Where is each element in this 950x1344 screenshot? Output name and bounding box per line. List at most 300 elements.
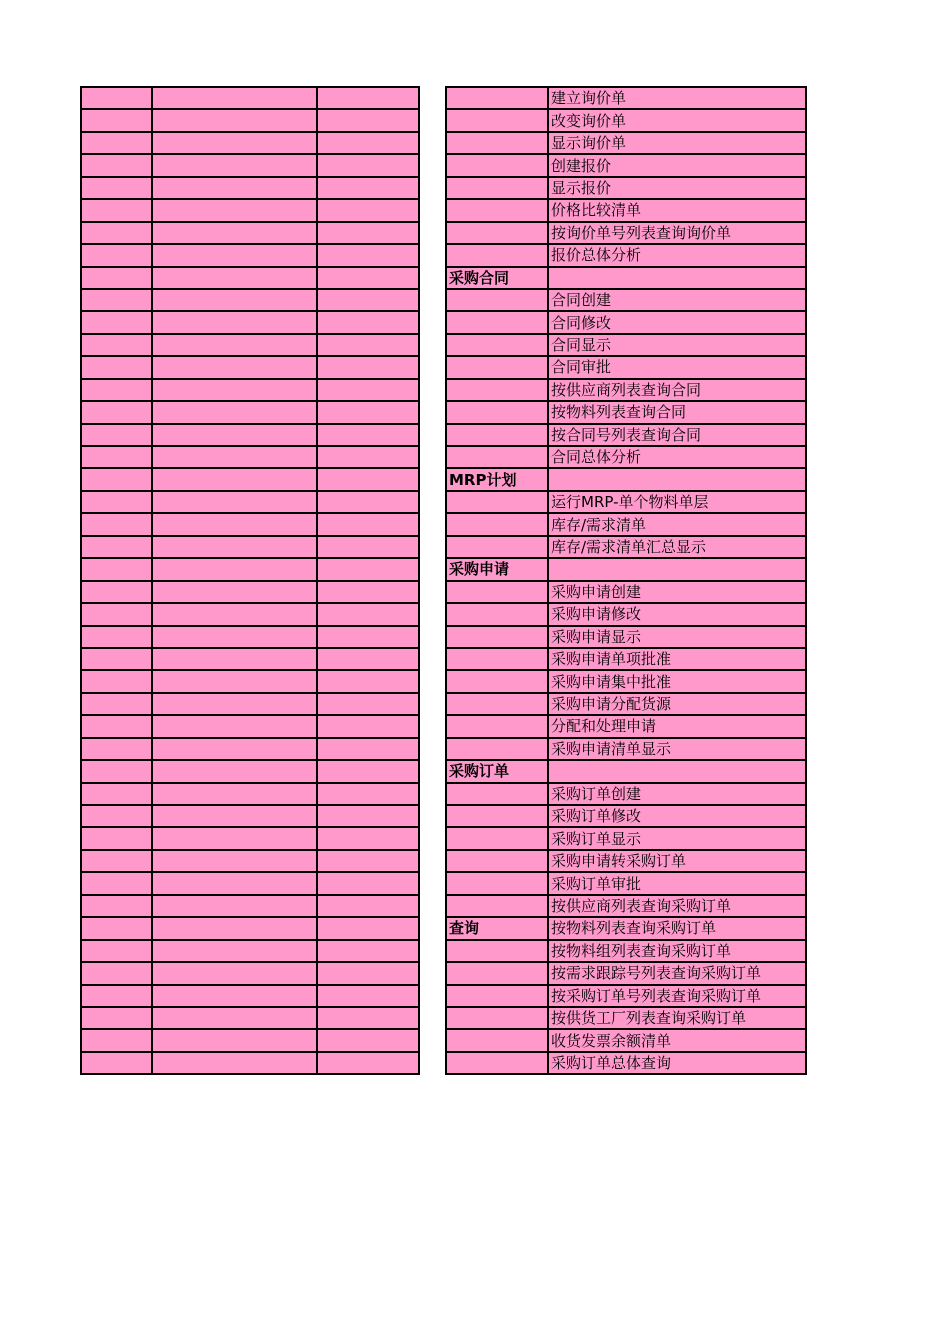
category-cell[interactable]: 采购合同 — [446, 267, 548, 289]
category-cell[interactable] — [446, 199, 548, 221]
category-cell[interactable]: 查询 — [446, 917, 548, 939]
right-grid-row — [446, 715, 806, 737]
right-grid-row — [446, 109, 806, 131]
right-grid-row — [446, 603, 806, 625]
category-cell[interactable] — [446, 222, 548, 244]
left-grid-row — [81, 491, 419, 513]
empty-cell[interactable] — [81, 311, 152, 333]
left-grid-row — [81, 670, 419, 692]
category-cell[interactable] — [446, 872, 548, 894]
left-grid-body — [81, 87, 419, 1074]
empty-cell[interactable] — [317, 379, 419, 401]
empty-cell[interactable] — [317, 109, 419, 131]
right-grid-body — [446, 87, 806, 1074]
function-cell[interactable]: 采购申请修改 — [548, 603, 806, 625]
empty-cell[interactable] — [152, 154, 317, 176]
empty-cell[interactable] — [152, 1052, 317, 1074]
empty-cell[interactable] — [317, 872, 419, 894]
function-cell[interactable]: 采购申请转采购订单 — [548, 850, 806, 872]
function-cell[interactable]: 显示询价单 — [548, 132, 806, 154]
empty-cell[interactable] — [152, 1007, 317, 1029]
empty-cell[interactable] — [317, 827, 419, 849]
empty-cell[interactable] — [317, 468, 419, 490]
empty-cell[interactable] — [81, 872, 152, 894]
empty-cell[interactable] — [81, 670, 152, 692]
empty-cell[interactable] — [317, 424, 419, 446]
empty-cell[interactable] — [152, 222, 317, 244]
right-grid-row — [446, 693, 806, 715]
empty-cell[interactable] — [317, 1007, 419, 1029]
left-grid-row — [81, 536, 419, 558]
right-grid-row — [446, 356, 806, 378]
category-cell[interactable] — [446, 401, 548, 423]
category-cell[interactable] — [446, 693, 548, 715]
right-grid-row — [446, 154, 806, 176]
empty-cell[interactable] — [152, 244, 317, 266]
function-cell[interactable]: 合同创建 — [548, 289, 806, 311]
right-grid-row — [446, 222, 806, 244]
right-grid-row — [446, 962, 806, 984]
empty-cell[interactable] — [81, 244, 152, 266]
empty-cell[interactable] — [152, 334, 317, 356]
left-grid-row — [81, 895, 419, 917]
function-cell[interactable]: 采购订单显示 — [548, 827, 806, 849]
category-cell[interactable] — [446, 311, 548, 333]
empty-cell[interactable] — [81, 401, 152, 423]
function-cell[interactable]: 采购订单修改 — [548, 805, 806, 827]
empty-cell[interactable] — [317, 648, 419, 670]
right-grid-row — [446, 626, 806, 648]
left-grid-row — [81, 626, 419, 648]
empty-cell[interactable] — [152, 424, 317, 446]
category-cell[interactable] — [446, 87, 548, 109]
function-cell[interactable]: 创建报价 — [548, 154, 806, 176]
right-grid-row — [446, 289, 806, 311]
empty-cell[interactable] — [81, 738, 152, 760]
right-grid-row — [446, 805, 806, 827]
category-cell[interactable] — [446, 132, 548, 154]
left-grid-row — [81, 334, 419, 356]
category-cell[interactable] — [446, 738, 548, 760]
empty-cell[interactable] — [152, 850, 317, 872]
right-grid-row — [446, 783, 806, 805]
empty-cell[interactable] — [81, 715, 152, 737]
empty-cell[interactable] — [152, 199, 317, 221]
function-cell[interactable]: 采购申请单项批准 — [548, 648, 806, 670]
left-grid-row — [81, 917, 419, 939]
empty-cell[interactable] — [81, 940, 152, 962]
empty-cell[interactable] — [317, 985, 419, 1007]
left-grid-row — [81, 805, 419, 827]
function-cell[interactable]: 合同修改 — [548, 311, 806, 333]
category-cell[interactable] — [446, 805, 548, 827]
empty-cell[interactable] — [152, 783, 317, 805]
category-cell[interactable] — [446, 940, 548, 962]
empty-cell[interactable] — [317, 760, 419, 782]
right-grid-row — [446, 1007, 806, 1029]
empty-cell[interactable] — [152, 603, 317, 625]
empty-cell[interactable] — [81, 693, 152, 715]
empty-cell[interactable] — [317, 222, 419, 244]
empty-cell[interactable] — [317, 289, 419, 311]
empty-cell[interactable] — [152, 356, 317, 378]
empty-cell[interactable] — [81, 783, 152, 805]
category-cell[interactable] — [446, 109, 548, 131]
empty-cell[interactable] — [317, 603, 419, 625]
right-grid-row — [446, 670, 806, 692]
right-grid-row — [446, 177, 806, 199]
empty-cell[interactable] — [152, 267, 317, 289]
left-grid-row — [81, 783, 419, 805]
empty-cell[interactable] — [317, 783, 419, 805]
category-cell[interactable] — [446, 895, 548, 917]
empty-cell[interactable] — [317, 491, 419, 513]
empty-cell[interactable] — [317, 513, 419, 535]
category-cell[interactable]: MRP计划 — [446, 468, 548, 490]
category-cell[interactable] — [446, 424, 548, 446]
empty-cell[interactable] — [317, 334, 419, 356]
category-cell[interactable] — [446, 334, 548, 356]
empty-cell[interactable] — [317, 962, 419, 984]
category-cell[interactable] — [446, 985, 548, 1007]
empty-cell[interactable] — [81, 603, 152, 625]
empty-cell[interactable] — [317, 558, 419, 580]
left-grid-row — [81, 1029, 419, 1051]
right-grid-row — [446, 199, 806, 221]
left-grid-row — [81, 87, 419, 109]
empty-cell[interactable] — [81, 850, 152, 872]
function-cell[interactable]: 按采购订单号列表查询采购订单 — [548, 985, 806, 1007]
empty-cell[interactable] — [81, 536, 152, 558]
right-grid-row — [446, 1052, 806, 1074]
category-cell[interactable] — [446, 962, 548, 984]
left-grid-row — [81, 513, 419, 535]
category-cell[interactable] — [446, 177, 548, 199]
right-grid-row — [446, 1029, 806, 1051]
empty-cell[interactable] — [152, 895, 317, 917]
empty-cell[interactable] — [317, 805, 419, 827]
left-grid-row — [81, 940, 419, 962]
function-cell[interactable]: 采购订单总体查询 — [548, 1052, 806, 1074]
empty-cell[interactable] — [317, 199, 419, 221]
function-cell[interactable]: 采购订单审批 — [548, 872, 806, 894]
left-grid-row — [81, 379, 419, 401]
left-grid-row — [81, 581, 419, 603]
category-cell[interactable] — [446, 446, 548, 468]
function-cell[interactable]: 按供应商列表查询合同 — [548, 379, 806, 401]
category-cell[interactable] — [446, 379, 548, 401]
left-grid-row — [81, 109, 419, 131]
function-cell[interactable]: 按物料组列表查询采购订单 — [548, 940, 806, 962]
empty-cell[interactable] — [317, 154, 419, 176]
right-grid-row — [446, 132, 806, 154]
category-cell[interactable] — [446, 648, 548, 670]
empty-cell[interactable] — [81, 805, 152, 827]
empty-cell[interactable] — [152, 805, 317, 827]
left-grid — [80, 86, 420, 1075]
empty-cell[interactable] — [152, 289, 317, 311]
function-cell[interactable]: 收货发票余额清单 — [548, 1029, 806, 1051]
right-grid-row — [446, 895, 806, 917]
category-cell[interactable] — [446, 827, 548, 849]
empty-cell[interactable] — [81, 917, 152, 939]
left-grid-row — [81, 693, 419, 715]
empty-cell[interactable] — [152, 177, 317, 199]
category-cell[interactable] — [446, 491, 548, 513]
left-grid-row — [81, 1052, 419, 1074]
empty-cell[interactable] — [152, 536, 317, 558]
empty-cell[interactable] — [81, 581, 152, 603]
right-grid-row — [446, 468, 806, 490]
category-cell[interactable] — [446, 289, 548, 311]
left-grid-row — [81, 177, 419, 199]
right-grid-row — [446, 917, 806, 939]
right-grid-row — [446, 536, 806, 558]
empty-cell[interactable] — [81, 177, 152, 199]
left-grid-row — [81, 648, 419, 670]
right-grid-row — [446, 581, 806, 603]
empty-cell[interactable] — [81, 154, 152, 176]
function-cell[interactable]: 显示报价 — [548, 177, 806, 199]
right-grid-row — [446, 334, 806, 356]
category-cell[interactable] — [446, 581, 548, 603]
empty-cell[interactable] — [317, 536, 419, 558]
empty-cell[interactable] — [152, 670, 317, 692]
function-cell[interactable]: 运行MRP-单个物料单层 — [548, 491, 806, 513]
empty-cell[interactable] — [81, 334, 152, 356]
empty-cell[interactable] — [81, 87, 152, 109]
empty-cell[interactable] — [81, 558, 152, 580]
function-cell[interactable] — [548, 267, 806, 289]
left-grid-row — [81, 1007, 419, 1029]
right-grid-row — [446, 648, 806, 670]
left-grid-row — [81, 603, 419, 625]
category-cell[interactable] — [446, 154, 548, 176]
empty-cell[interactable] — [317, 917, 419, 939]
category-cell[interactable] — [446, 1029, 548, 1051]
empty-cell[interactable] — [81, 985, 152, 1007]
category-cell[interactable] — [446, 715, 548, 737]
function-cell[interactable]: 价格比较清单 — [548, 199, 806, 221]
empty-cell[interactable] — [152, 401, 317, 423]
empty-cell[interactable] — [81, 962, 152, 984]
right-grid-row — [446, 424, 806, 446]
empty-cell[interactable] — [152, 872, 317, 894]
empty-cell[interactable] — [81, 1007, 152, 1029]
empty-cell[interactable] — [152, 468, 317, 490]
empty-cell[interactable] — [317, 1052, 419, 1074]
function-cell[interactable] — [548, 558, 806, 580]
function-cell[interactable]: 采购申请创建 — [548, 581, 806, 603]
function-cell[interactable]: 报价总体分析 — [548, 244, 806, 266]
empty-cell[interactable] — [152, 693, 317, 715]
empty-cell[interactable] — [81, 356, 152, 378]
category-cell[interactable] — [446, 356, 548, 378]
function-cell[interactable]: 按合同号列表查询合同 — [548, 424, 806, 446]
empty-cell[interactable] — [152, 558, 317, 580]
empty-cell[interactable] — [81, 827, 152, 849]
right-grid-row — [446, 760, 806, 782]
category-cell[interactable] — [446, 603, 548, 625]
right-grid-row — [446, 513, 806, 535]
empty-cell[interactable] — [317, 693, 419, 715]
function-cell[interactable]: 分配和处理申请 — [548, 715, 806, 737]
empty-cell[interactable] — [152, 738, 317, 760]
function-cell[interactable]: 按供应商列表查询采购订单 — [548, 895, 806, 917]
function-cell[interactable]: 采购订单创建 — [548, 783, 806, 805]
empty-cell[interactable] — [317, 132, 419, 154]
right-grid-row — [446, 850, 806, 872]
left-grid-row — [81, 872, 419, 894]
empty-cell[interactable] — [152, 827, 317, 849]
right-grid-row — [446, 87, 806, 109]
empty-cell[interactable] — [317, 670, 419, 692]
left-grid-row — [81, 962, 419, 984]
empty-cell[interactable] — [317, 1029, 419, 1051]
empty-cell[interactable] — [152, 1029, 317, 1051]
empty-cell[interactable] — [81, 222, 152, 244]
empty-cell[interactable] — [81, 446, 152, 468]
empty-cell[interactable] — [81, 491, 152, 513]
function-cell[interactable]: 采购申请集中批准 — [548, 670, 806, 692]
empty-cell[interactable] — [317, 715, 419, 737]
left-grid-row — [81, 154, 419, 176]
empty-cell[interactable] — [317, 177, 419, 199]
empty-cell[interactable] — [81, 648, 152, 670]
left-grid-row — [81, 356, 419, 378]
right-grid-row — [446, 379, 806, 401]
empty-cell[interactable] — [152, 109, 317, 131]
empty-cell[interactable] — [152, 87, 317, 109]
empty-cell[interactable] — [152, 985, 317, 1007]
empty-cell[interactable] — [152, 379, 317, 401]
left-grid-row — [81, 132, 419, 154]
empty-cell[interactable] — [81, 1052, 152, 1074]
empty-cell[interactable] — [317, 401, 419, 423]
category-cell[interactable] — [446, 626, 548, 648]
function-cell[interactable]: 合同显示 — [548, 334, 806, 356]
category-cell[interactable] — [446, 513, 548, 535]
left-grid-row — [81, 558, 419, 580]
category-cell[interactable]: 采购申请 — [446, 558, 548, 580]
category-cell[interactable] — [446, 783, 548, 805]
empty-cell[interactable] — [81, 424, 152, 446]
function-cell[interactable] — [548, 760, 806, 782]
function-cell[interactable]: 采购申请清单显示 — [548, 738, 806, 760]
empty-cell[interactable] — [152, 132, 317, 154]
empty-cell[interactable] — [317, 356, 419, 378]
right-grid-row — [446, 267, 806, 289]
empty-cell[interactable] — [81, 267, 152, 289]
category-cell[interactable]: 采购订单 — [446, 760, 548, 782]
left-grid-row — [81, 222, 419, 244]
function-cell[interactable]: 按物料列表查询合同 — [548, 401, 806, 423]
empty-cell[interactable] — [81, 199, 152, 221]
function-cell[interactable]: 改变询价单 — [548, 109, 806, 131]
function-cell[interactable]: 按需求跟踪号列表查询采购订单 — [548, 962, 806, 984]
empty-cell[interactable] — [152, 446, 317, 468]
function-cell[interactable]: 库存/需求清单 — [548, 513, 806, 535]
left-grid-row — [81, 827, 419, 849]
left-grid-row — [81, 738, 419, 760]
empty-cell[interactable] — [317, 626, 419, 648]
category-cell[interactable] — [446, 1052, 548, 1074]
category-cell[interactable] — [446, 670, 548, 692]
empty-cell[interactable] — [152, 962, 317, 984]
function-cell[interactable]: 采购申请分配货源 — [548, 693, 806, 715]
empty-cell[interactable] — [81, 109, 152, 131]
empty-cell[interactable] — [152, 917, 317, 939]
empty-cell[interactable] — [152, 940, 317, 962]
category-cell[interactable] — [446, 244, 548, 266]
empty-cell[interactable] — [317, 311, 419, 333]
function-cell[interactable]: 合同审批 — [548, 356, 806, 378]
left-grid-row — [81, 446, 419, 468]
right-grid-row — [446, 446, 806, 468]
empty-cell[interactable] — [317, 850, 419, 872]
empty-cell[interactable] — [317, 87, 419, 109]
empty-cell[interactable] — [317, 581, 419, 603]
category-cell[interactable] — [446, 536, 548, 558]
empty-cell[interactable] — [81, 626, 152, 648]
function-cell[interactable]: 合同总体分析 — [548, 446, 806, 468]
empty-cell[interactable] — [317, 895, 419, 917]
function-cell[interactable]: 按物料列表查询采购订单 — [548, 917, 806, 939]
left-grid-row — [81, 424, 419, 446]
empty-cell[interactable] — [81, 760, 152, 782]
function-cell[interactable]: 按询价单号列表查询询价单 — [548, 222, 806, 244]
empty-cell[interactable] — [317, 738, 419, 760]
empty-cell[interactable] — [317, 244, 419, 266]
empty-cell[interactable] — [317, 940, 419, 962]
empty-cell[interactable] — [81, 289, 152, 311]
right-grid-row — [446, 985, 806, 1007]
empty-cell[interactable] — [152, 648, 317, 670]
function-cell[interactable]: 建立询价单 — [548, 87, 806, 109]
empty-cell[interactable] — [152, 513, 317, 535]
function-cell[interactable] — [548, 468, 806, 490]
left-grid-row — [81, 760, 419, 782]
left-grid-row — [81, 199, 419, 221]
empty-cell[interactable] — [152, 581, 317, 603]
left-grid-row — [81, 244, 419, 266]
function-cell[interactable]: 按供货工厂列表查询采购订单 — [548, 1007, 806, 1029]
empty-cell[interactable] — [152, 311, 317, 333]
category-cell[interactable] — [446, 1007, 548, 1029]
empty-cell[interactable] — [152, 715, 317, 737]
empty-cell[interactable] — [81, 379, 152, 401]
empty-cell[interactable] — [81, 1029, 152, 1051]
empty-cell[interactable] — [317, 446, 419, 468]
left-grid-row — [81, 468, 419, 490]
empty-cell[interactable] — [152, 626, 317, 648]
empty-cell[interactable] — [81, 513, 152, 535]
function-cell[interactable]: 库存/需求清单汇总显示 — [548, 536, 806, 558]
empty-cell[interactable] — [152, 760, 317, 782]
function-cell[interactable]: 采购申请显示 — [548, 626, 806, 648]
category-cell[interactable] — [446, 850, 548, 872]
right-grid-row — [446, 738, 806, 760]
right-grid-row — [446, 827, 806, 849]
empty-cell[interactable] — [81, 895, 152, 917]
left-grid-row — [81, 715, 419, 737]
empty-cell[interactable] — [152, 491, 317, 513]
empty-cell[interactable] — [81, 132, 152, 154]
left-grid-row — [81, 850, 419, 872]
left-grid-row — [81, 311, 419, 333]
empty-cell[interactable] — [81, 468, 152, 490]
empty-cell[interactable] — [317, 267, 419, 289]
